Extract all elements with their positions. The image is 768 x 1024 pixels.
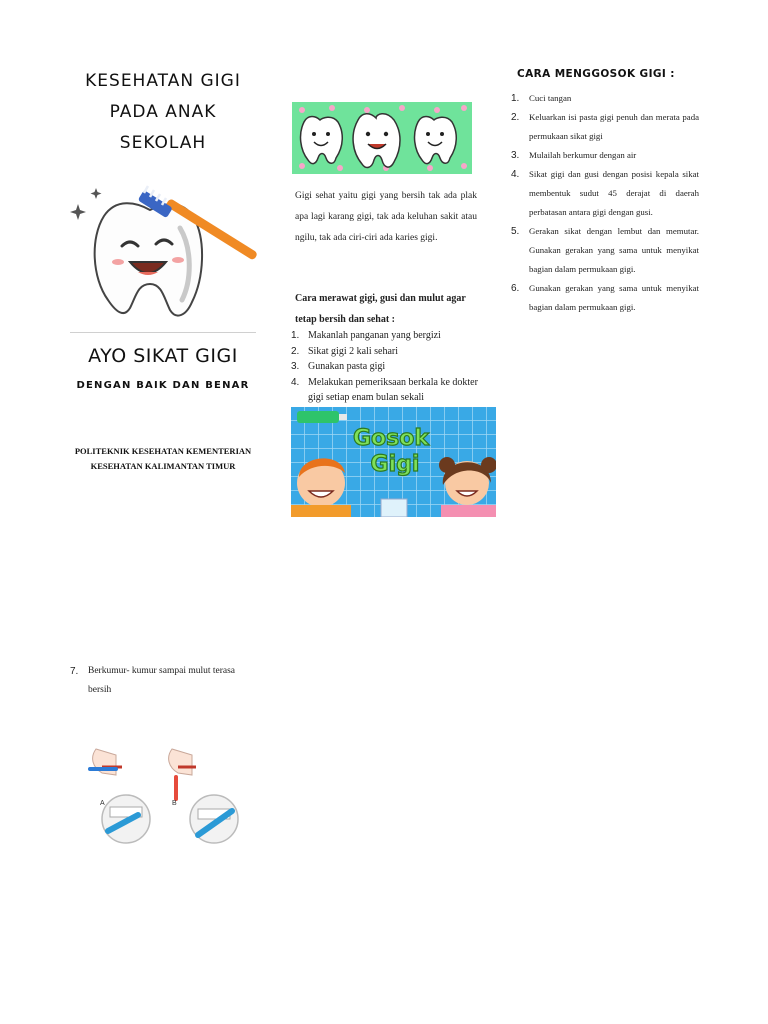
- brushing-technique-illustration: [86, 745, 242, 847]
- list-text: Keluarkan isi pasta gigi penuh dan merata pada permukaan sikat gigi: [529, 112, 699, 141]
- list-number: 1.: [291, 330, 300, 341]
- brushing-panel-b: [169, 749, 238, 843]
- list-text: Gerakan sikat dengan lembut dan memutar. Gunakan gerakan yang sama untuk menyikat bagian dalam permukaan gigi.: [529, 226, 699, 274]
- list-item: [511, 279, 699, 317]
- list-item: [511, 146, 699, 165]
- care-heading: Cara merawat gigi, gusi dan mulut agar tetap bersih dan sehat :: [295, 293, 466, 325]
- cover-title-line: SEKOLAH: [119, 133, 207, 153]
- cover-title-line: PADA ANAK: [109, 102, 217, 122]
- list-number: 5.: [511, 226, 520, 237]
- list-item: [291, 344, 481, 360]
- list-number: 3.: [291, 361, 300, 372]
- step-text: Berkumur- kumur sampai mulut terasa bersih: [88, 666, 236, 695]
- list-text: Gunakan pasta gigi: [308, 361, 386, 372]
- list-text: Mulailah berkumur dengan air: [529, 150, 637, 160]
- list-item: [511, 222, 699, 279]
- gosok-gigi-kids-banner: [291, 407, 496, 517]
- brushing-steps-title: CARA MENGGOSOK GIGI :: [517, 68, 675, 80]
- panel-label: B: [172, 800, 177, 807]
- list-number: 4.: [511, 169, 520, 180]
- list-text: Makanlah panganan yang bergizi: [308, 330, 441, 341]
- list-item: [291, 328, 481, 344]
- list-number: 2.: [291, 345, 300, 357]
- list-item: [291, 359, 481, 375]
- institution-line: KESEHATAN KALIMANTAN TIMUR: [90, 461, 236, 471]
- list-number: 1.: [511, 93, 520, 104]
- list-number: 4.: [291, 376, 300, 388]
- cover-divider: [70, 332, 256, 333]
- gigi-text: Gigi: [370, 452, 420, 477]
- list-text: Cuci tangan: [529, 93, 572, 103]
- list-text: Sikat gigi 2 kali sehari: [308, 345, 398, 357]
- list-number: 2.: [511, 112, 520, 123]
- cover-title: [70, 66, 256, 159]
- list-text: Sikat gigi dan gusi dengan posisi kepala sikat membentuk sudut 45 derajat di daerah perbatasan antara gigi dengan gusi.: [529, 169, 699, 217]
- brushing-steps-list: [511, 89, 699, 317]
- cover-subheadline: DENGAN BAIK DAN BENAR: [76, 380, 250, 391]
- list-number: 6.: [511, 283, 520, 294]
- gosok-text: Gosok: [352, 426, 430, 451]
- institution-line: POLITEKNIK KESEHATAN KEMENTERIAN: [74, 446, 252, 456]
- intro-paragraph: Gigi sehat yaitu gigi yang bersih tak ada plak apa lagi karang gigi, tak ada keluhan sakit atau ngilu, tak ada ciri-ciri ada karies gigi.: [295, 191, 477, 243]
- list-text: Melakukan pemeriksaan berkala ke dokter gigi setiap enam bulan sekali: [308, 376, 478, 403]
- list-text: Gunakan gerakan yang sama untuk menyikat bagian dalam permukaan gigi.: [529, 283, 699, 312]
- step-number: 7.: [70, 666, 79, 677]
- list-number: 3.: [511, 150, 520, 161]
- list-item: [291, 375, 481, 406]
- happy-teeth-banner: [292, 102, 472, 174]
- institution-name: [64, 444, 262, 474]
- cover-title-line: KESEHATAN GIGI: [85, 71, 241, 91]
- cover-headline: AYO SIKAT GIGI: [88, 345, 238, 367]
- list-item: [511, 165, 699, 222]
- brushing-panel-a: [88, 749, 150, 843]
- list-item: [511, 89, 699, 108]
- smiling-tooth-illustration: [70, 168, 258, 332]
- care-list: [291, 328, 481, 406]
- panel-label: A: [100, 800, 105, 807]
- list-item: [511, 108, 699, 146]
